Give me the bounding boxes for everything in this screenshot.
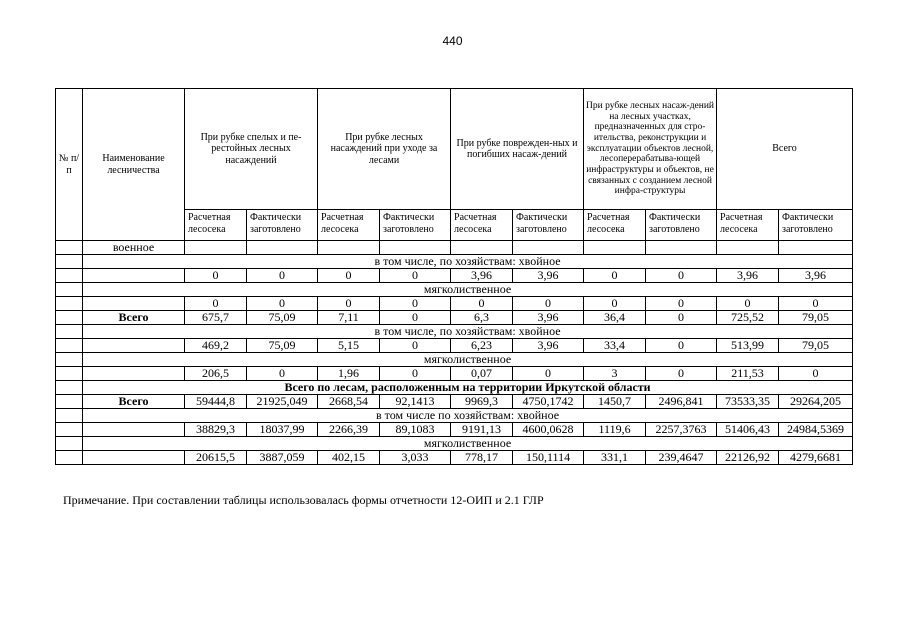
section-label: в том числе, по хозяйствам: хвойное (83, 325, 853, 339)
value-cell: 3,96 (717, 269, 779, 283)
section-label: Всего по лесам, расположенным на территории Иркутской области (83, 381, 853, 395)
value-cell: 4750,1742 (513, 395, 584, 409)
value-cell: 206,5 (185, 367, 247, 381)
value-cell: 469,2 (185, 339, 247, 353)
value-cell: 59444,8 (185, 395, 247, 409)
value-cell: 51406,43 (717, 423, 779, 437)
value-cell: 0 (318, 297, 380, 311)
table-section-row (56, 381, 853, 395)
value-cell: 725,52 (717, 311, 779, 325)
value-cell: 18037,99 (247, 423, 318, 437)
table-cell-empty (56, 283, 83, 297)
value-cell (513, 241, 584, 255)
table-cell-num (56, 311, 83, 325)
table-row (56, 395, 853, 409)
page-number: 440 (442, 34, 463, 48)
table-cell-empty (56, 353, 83, 367)
value-cell: 0 (646, 269, 717, 283)
value-cell (717, 241, 779, 255)
table-cell-empty (56, 255, 83, 269)
subheader-planned-cut: Расчетная лесосека (318, 210, 380, 241)
value-cell: 3887,059 (247, 451, 318, 465)
value-cell: 0 (779, 367, 853, 381)
value-cell: 0 (380, 367, 451, 381)
table-cell-num (56, 269, 83, 283)
value-cell: 0 (646, 339, 717, 353)
value-cell: 0,07 (451, 367, 513, 381)
table-row (56, 297, 853, 311)
table-section-row (56, 325, 853, 339)
value-cell: 0 (380, 311, 451, 325)
value-cell: 0 (646, 367, 717, 381)
value-cell: 22126,92 (717, 451, 779, 465)
table-cell-empty (56, 381, 83, 395)
value-cell: 150,1114 (513, 451, 584, 465)
table-row (56, 367, 853, 381)
section-label: в том числе, по хозяйствам: хвойное (83, 255, 853, 269)
forestry-name-cell (83, 423, 185, 437)
table-cell-empty (56, 409, 83, 423)
value-cell: 2496,841 (646, 395, 717, 409)
value-cell: 3 (584, 367, 646, 381)
forestry-name-cell: Всего (83, 311, 185, 325)
value-cell: 211,53 (717, 367, 779, 381)
value-cell: 6,23 (451, 339, 513, 353)
value-cell: 79,05 (779, 339, 853, 353)
table-section-row (56, 437, 853, 451)
value-cell: 675,7 (185, 311, 247, 325)
subheader-planned-cut: Расчетная лесосека (717, 210, 779, 241)
value-cell: 29264,205 (779, 395, 853, 409)
forestry-name-cell (83, 451, 185, 465)
table-cell-num (56, 395, 83, 409)
value-cell: 0 (380, 269, 451, 283)
table-row (56, 339, 853, 353)
value-cell: 4279,6681 (779, 451, 853, 465)
subheader-actual-harvest: Фактически заготовлено (247, 210, 318, 241)
table-row (56, 451, 853, 465)
value-cell: 0 (513, 367, 584, 381)
forestry-name-cell: Всего (83, 395, 185, 409)
subheader-actual-harvest: Фактически заготовлено (380, 210, 451, 241)
table-section-row (56, 409, 853, 423)
value-cell: 3,96 (513, 311, 584, 325)
forestry-name-cell (83, 339, 185, 353)
value-cell: 1,96 (318, 367, 380, 381)
forestry-name-cell (83, 367, 185, 381)
value-cell: 5,15 (318, 339, 380, 353)
header-group-total: Всего (717, 89, 853, 210)
value-cell: 239,4647 (646, 451, 717, 465)
table-cell-empty (56, 437, 83, 451)
value-cell: 778,17 (451, 451, 513, 465)
value-cell: 2668,54 (318, 395, 380, 409)
value-cell (318, 241, 380, 255)
subheader-actual-harvest: Фактически заготовлено (513, 210, 584, 241)
subheader-planned-cut: Расчетная лесосека (584, 210, 646, 241)
value-cell: 0 (380, 297, 451, 311)
section-label: в том числе по хозяйствам: хвойное (83, 409, 853, 423)
value-cell: 0 (779, 297, 853, 311)
value-cell: 21925,049 (247, 395, 318, 409)
forestry-name-cell: военное (83, 241, 185, 255)
table-row (56, 423, 853, 437)
subheader-actual-harvest: Фактически заготовлено (779, 210, 853, 241)
table-cell-num (56, 451, 83, 465)
value-cell: 73533,35 (717, 395, 779, 409)
value-cell (380, 241, 451, 255)
value-cell: 3,033 (380, 451, 451, 465)
forestry-name-cell (83, 269, 185, 283)
value-cell: 0 (717, 297, 779, 311)
value-cell: 0 (247, 297, 318, 311)
value-cell (584, 241, 646, 255)
value-cell: 0 (513, 297, 584, 311)
value-cell (779, 241, 853, 255)
section-label: мягколиственное (83, 353, 853, 367)
header-group-care: При рубке лесных насаждений при уходе за лесами (318, 89, 451, 210)
value-cell: 2257,3763 (646, 423, 717, 437)
value-cell (451, 241, 513, 255)
value-cell (247, 241, 318, 255)
value-cell: 9969,3 (451, 395, 513, 409)
subheader-planned-cut: Расчетная лесосека (451, 210, 513, 241)
section-label: мягколиственное (83, 283, 853, 297)
value-cell: 0 (247, 269, 318, 283)
table-cell-empty (56, 325, 83, 339)
value-cell: 3,96 (451, 269, 513, 283)
harvest-table (55, 88, 853, 465)
value-cell: 20615,5 (185, 451, 247, 465)
table-cell-num (56, 339, 83, 353)
value-cell: 75,09 (247, 311, 318, 325)
value-cell (185, 241, 247, 255)
value-cell: 3,96 (513, 269, 584, 283)
table-section-row (56, 283, 853, 297)
value-cell: 36,4 (584, 311, 646, 325)
value-cell: 2266,39 (318, 423, 380, 437)
value-cell: 402,15 (318, 451, 380, 465)
header-group-mature: При рубке спелых и пе-рестойных лесных насаждений (185, 89, 318, 210)
value-cell: 0 (646, 311, 717, 325)
table-section-row (56, 255, 853, 269)
value-cell: 79,05 (779, 311, 853, 325)
value-cell (646, 241, 717, 255)
header-group-damaged: При рубке поврежден-ных и погибших насаж-дений (451, 89, 584, 210)
table-row (56, 241, 853, 255)
value-cell: 24984,5369 (779, 423, 853, 437)
value-cell: 89,1083 (380, 423, 451, 437)
value-cell: 38829,3 (185, 423, 247, 437)
forestry-name-cell (83, 297, 185, 311)
value-cell: 1450,7 (584, 395, 646, 409)
value-cell: 0 (185, 269, 247, 283)
table-cell-num (56, 241, 83, 255)
table-row (56, 269, 853, 283)
value-cell: 0 (451, 297, 513, 311)
table-cell-num (56, 423, 83, 437)
header-group-infrastructure: При рубке лесных насаж-дений на лесных участках, предназначенных для стро-ительства, реконструкции и эксплуатации объектов лесной, лесоперерабатыва-ющей инфраструктуры и объектов, не связанных с созданием лесной инфра-структуры (584, 89, 717, 210)
section-label: мягколиственное (83, 437, 853, 451)
value-cell: 1119,6 (584, 423, 646, 437)
value-cell: 0 (584, 269, 646, 283)
value-cell: 4600,0628 (513, 423, 584, 437)
subheader-planned-cut: Расчетная лесосека (185, 210, 247, 241)
value-cell: 0 (646, 297, 717, 311)
header-name: Наименование лесничества (83, 89, 185, 241)
value-cell: 331,1 (584, 451, 646, 465)
value-cell: 513,99 (717, 339, 779, 353)
table-cell-num (56, 367, 83, 381)
table-cell-num (56, 297, 83, 311)
value-cell: 75,09 (247, 339, 318, 353)
value-cell: 6,3 (451, 311, 513, 325)
value-cell: 92,1413 (380, 395, 451, 409)
value-cell: 0 (185, 297, 247, 311)
value-cell: 3,96 (513, 339, 584, 353)
value-cell: 0 (380, 339, 451, 353)
header-num: № п/п (56, 89, 83, 241)
table-note: Примечание. При составлении таблицы использовалась формы отчетности 12-ОИП и 2.1 ГЛР (63, 493, 544, 507)
value-cell: 3,96 (779, 269, 853, 283)
subheader-actual-harvest: Фактически заготовлено (646, 210, 717, 241)
table-row (56, 311, 853, 325)
table-section-row (56, 353, 853, 367)
value-cell: 9191,13 (451, 423, 513, 437)
value-cell: 0 (584, 297, 646, 311)
value-cell: 0 (318, 269, 380, 283)
value-cell: 7,11 (318, 311, 380, 325)
value-cell: 33,4 (584, 339, 646, 353)
value-cell: 0 (247, 367, 318, 381)
